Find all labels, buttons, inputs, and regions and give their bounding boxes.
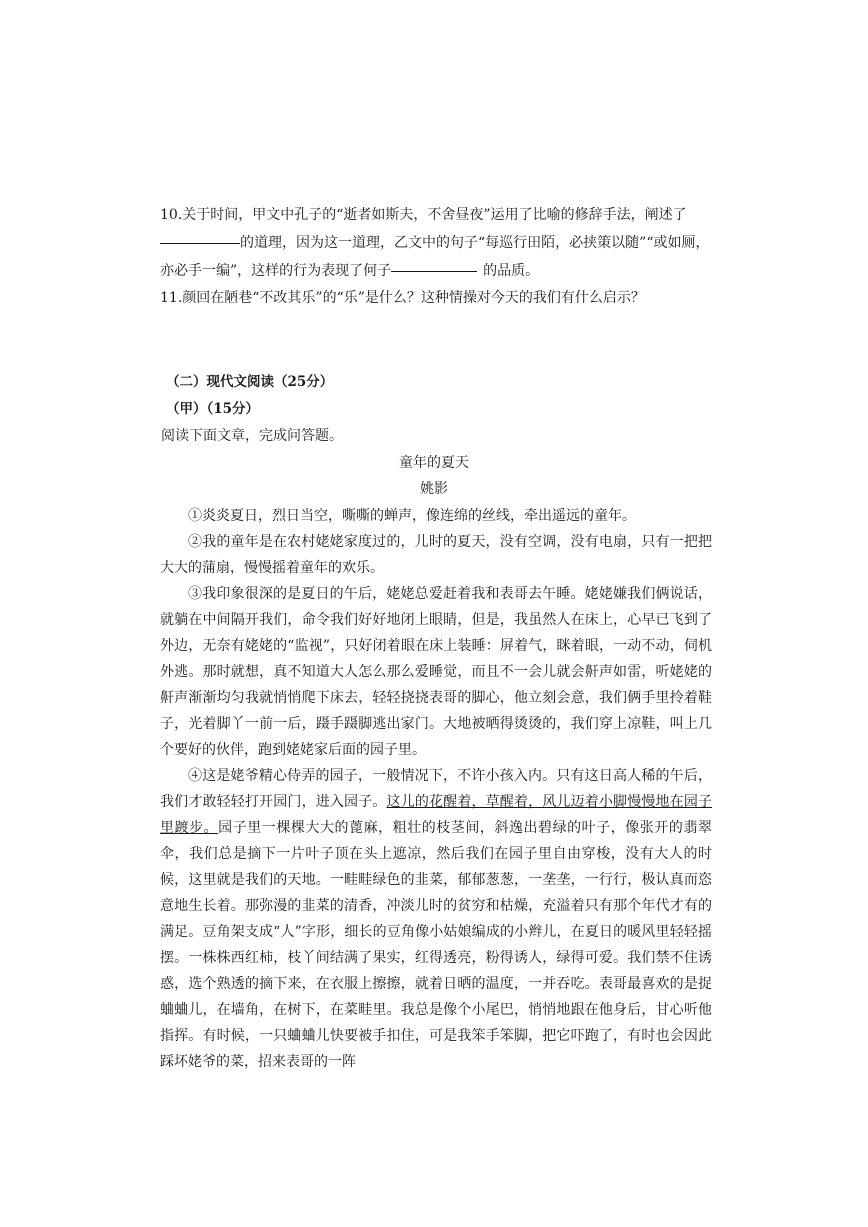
- essay-paragraph-4: [160, 763, 712, 1075]
- essay-paragraph-2: ②我的童年是在农村姥姥家度过的，儿时的夏天，没有空调，没有电扇，只有一把把大大的蒲扇，慢慢摇着童年的欢乐。: [160, 534, 712, 576]
- question-10-text-1: 10.关于时间，甲文中孔子的“逝者如斯夫，不舍昼夜”运用了比喻的修辞手法，阐述了: [160, 207, 687, 223]
- section-title: （二）现代文阅读（25分）: [166, 374, 334, 390]
- essay-paragraph-3: ③我印象很深的是夏日的午后，姥姥总爱赶着我和表哥去午睡。姥姥嫌我们俩说话，就躺在中间隔开我们，命令我们好好地闭上眼睛，但是，我虽然人在床上，心早已飞到了外边，无奈有姥姥的“监视”，只好闭着眼在床上装睡：屏着气，眯着眼，一动不动，伺机外逃。那时就想，真不知道大人怎么那么爱睡觉，而且不一会儿就会鼾声如雷，听姥姥的鼾声渐渐均匀我就悄悄爬下床去，轻轻挠挠表哥的脚心，他立刻会意，我们俩手里拎着鞋子，光着脚丫一前一后，蹑手蹑脚逃出家门。大地被晒得烫烫的，我们穿上凉鞋，叫上几个要好的伙伴，跑到姥姥家后面的园子里。: [160, 586, 712, 758]
- question-11: 11.颜回在陋巷“不改其乐”的“乐”是什么？这种情操对今天的我们有什么启示？: [160, 290, 645, 306]
- paragraph-4-text-b: 园子里一棵棵大大的蓖麻，粗壮的枝茎间，斜逸出碧绿的叶子，像张开的翡翠伞，我们总是摘下一片叶子顶在头上遮凉，然后我们在园子里自由穿梭，没有大人的时候，这里就是我们的天地。一畦畦绿色的韭菜，郁郁葱葱，一垄垄，一行行，极认真而恣意地生长着。那弥漫的韭菜的清香，冲淡儿时的贫穷和枯燥，充溢着只有那个年代才有的满足。豆角架支成“人”字形，细长的豆角像小姑娘编成的小辫儿，在夏日的暖风里轻轻摇摆。一株株西红柿，枝丫间结满了果实，红得透亮，粉得诱人，绿得可爱。我们禁不住诱惑，选个熟透的摘下来，在衣服上擦擦，就着日晒的温度，一并吞吃。表哥最喜欢的是捉蛐蛐儿，在墙角，在树下，在菜畦里。我总是像个小尾巴，悄悄地跟在他身后，甘心听他指挥。有时候，一只蛐蛐儿快要被手扣住，可是我笨手笨脚，把它吓跑了，有时也会因此踩坏姥爷的菜，招来表哥的一阵: [160, 820, 713, 1070]
- essay-paragraph-1: ①炎炎夏日，烈日当空，嘶嘶的蝉声，像连绵的丝线，牵出遥远的童年。: [188, 508, 636, 524]
- answer-blank-1[interactable]: [160, 242, 240, 244]
- underlined-sentence: 这儿的花醒着，草醒着，风儿迈着小脚慢慢地在园子里踱步。: [160, 794, 713, 836]
- question-10: [160, 201, 720, 285]
- essay-title: 童年的夏天: [399, 455, 469, 471]
- essay-body: [160, 503, 712, 1075]
- subsection-title: （甲）（15分）: [166, 401, 260, 417]
- essay-author: 姚影: [420, 481, 448, 497]
- reading-instruction: 阅读下面文章，完成问答题。: [161, 428, 343, 444]
- paragraph-4-text-a: ④这是姥爷精心侍弄的园子，一般情况下，不许小孩入内。只有这日高人稀的午后，我们才敢轻轻打开园门，进入园子。: [160, 768, 712, 810]
- question-10-text-3: 的品质。: [483, 263, 540, 279]
- answer-blank-2[interactable]: [391, 270, 477, 272]
- question-10-text-2: 的道理，因为这一道理，乙文中的句子“每巡行田陌，必挟策以随”“或如厕，亦必手一编”，这样的行为表现了何子: [160, 235, 710, 279]
